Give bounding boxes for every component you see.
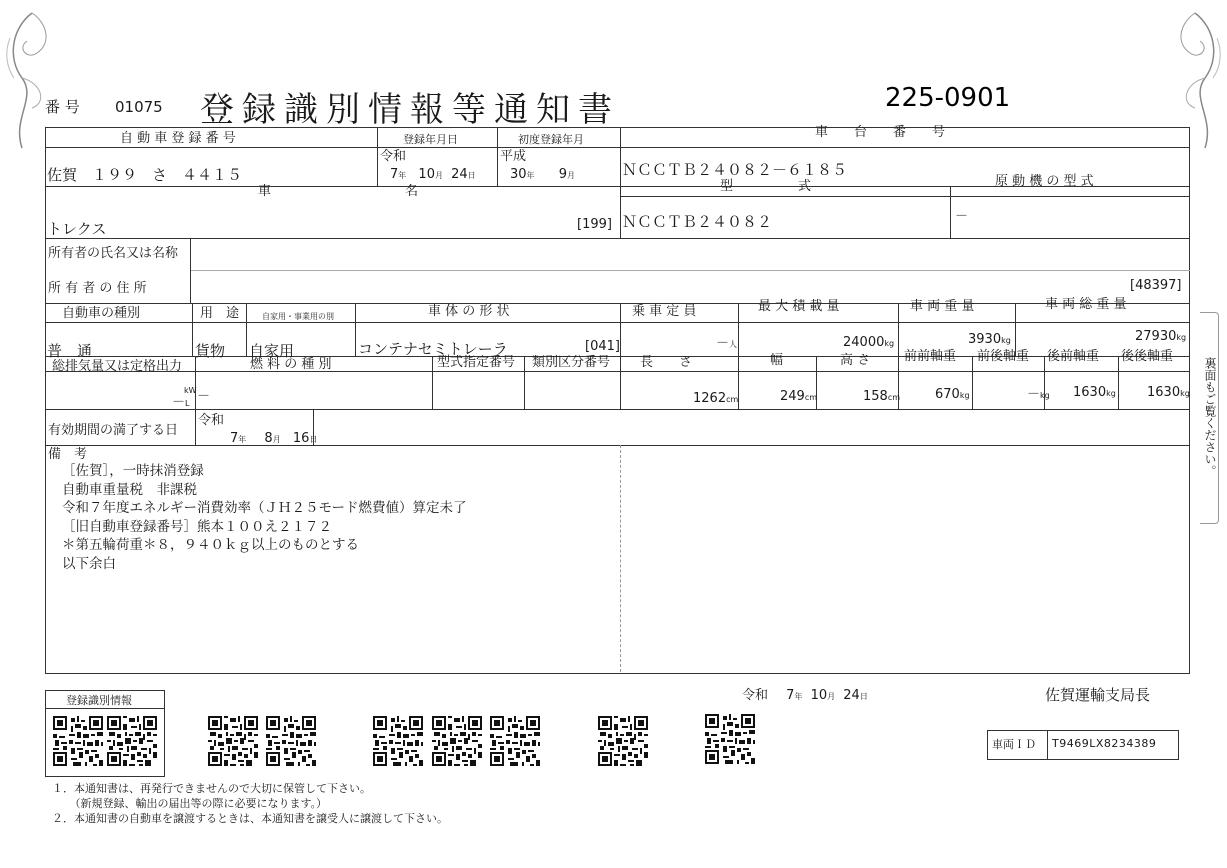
qr-code-icon xyxy=(107,716,157,766)
fuel-header: 燃 料 の 種 別 xyxy=(250,357,332,372)
first-reg-era: 平成 xyxy=(500,149,527,164)
fuel-value: － xyxy=(197,389,211,404)
remark-line: 自動車重量税 非課税 xyxy=(62,481,197,498)
displacement-unit-kw: kW xyxy=(184,386,197,395)
chassis-header: 車 台 番 号 xyxy=(815,125,946,140)
owner-name-label: 所有者の氏名又は名称 xyxy=(48,246,179,261)
qr-code-icon xyxy=(373,716,423,766)
main-table xyxy=(45,127,1190,674)
remarks-list xyxy=(62,462,466,573)
capacity-value: －人 xyxy=(716,336,738,351)
qr-code-icon xyxy=(432,716,482,766)
remark-line: ［旧自動車登録番号］熊本１００え２１７２ xyxy=(62,518,332,535)
use-value: 貨物 xyxy=(195,342,226,360)
qr-code-icon xyxy=(53,716,103,766)
car-name-header-right: 名 xyxy=(405,184,419,199)
remarks-label: 備 考 xyxy=(48,447,88,462)
reg-no-header: 自 動 車 登 録 番 号 xyxy=(120,131,236,146)
rf-axle-header: 後前軸重 xyxy=(1047,349,1100,364)
vehicle-id-label: 車両ＩＤ xyxy=(992,738,1036,751)
remark-line: ［佐賀］，一時抹消登録 xyxy=(62,463,204,479)
width-value: 249cm xyxy=(780,389,818,404)
gross-weight-header: 車 両 総 重 量 xyxy=(1045,297,1127,312)
rr-axle-value: 1630kg xyxy=(1147,385,1190,400)
authority: 佐賀運輸支局長 xyxy=(1045,686,1151,704)
model-header: 型 式 xyxy=(720,179,812,194)
type-designation-header: 型式指定番号 xyxy=(437,355,516,370)
owner-address-label: 所 有 者 の 住 所 xyxy=(48,281,147,296)
vehicle-id-value: T9469LX8234389 xyxy=(1052,737,1157,750)
doc-number-label: 番 号 xyxy=(45,98,80,116)
displacement-header: 総排気量又は定格出力 xyxy=(52,359,183,374)
height-value: 158cm xyxy=(863,389,901,404)
rr-axle-header: 後後軸重 xyxy=(1121,349,1174,364)
reg-date-era: 令和 xyxy=(380,149,407,164)
remark-line: 令和７年度エネルギー消費効率（ＪＨ２５モード燃費値）算定未了 xyxy=(62,500,467,516)
qr-code-icon xyxy=(266,716,316,766)
id-info-label: 登録識別情報 xyxy=(66,694,132,707)
car-name-header-left: 車 xyxy=(258,184,272,199)
max-load-header: 最 大 積 載 量 xyxy=(758,299,840,314)
vehicle-weight-header: 車 両 重 量 xyxy=(910,299,975,314)
width-header: 幅 xyxy=(770,353,784,368)
engine-model-header: 原 動 機 の 型 式 xyxy=(995,174,1094,189)
reg-date-value: 7年 10月 24日 xyxy=(390,167,476,182)
reg-no-value: 佐賀 １９９ さ ４４１５ xyxy=(47,166,243,184)
fr-axle-value: －kg xyxy=(1027,387,1050,402)
doc-number: 01075 xyxy=(115,98,163,116)
qr-code-icon xyxy=(208,716,258,766)
first-reg-header: 初度登録年月 xyxy=(518,133,584,146)
remark-line: 以下余白 xyxy=(62,555,116,572)
first-reg-value: 30年 9月 xyxy=(510,167,575,182)
chassis-value: ＮＣＣＴＢ２４０８２－６１８５ xyxy=(622,161,848,179)
private-business-value: 自家用 xyxy=(249,342,295,360)
height-header: 高 さ xyxy=(840,353,871,368)
stamp-number: 225-0901 xyxy=(885,83,1011,113)
remark-line: ＊第五輪荷重＊８，９４０ｋｇ以上のものとする xyxy=(62,537,359,553)
qr-code-icon xyxy=(598,716,648,766)
footer-note: （新規登録、輸出の届出等の際に必要になります。） xyxy=(64,797,328,810)
fr-axle-header: 前後軸重 xyxy=(977,349,1030,364)
reg-date-header: 登録年月日 xyxy=(403,133,458,146)
private-business-header: 自家用・事業用の別 xyxy=(262,312,334,321)
max-load-value: 24000kg xyxy=(843,335,895,350)
expiry-value: 7年 8月 16日 xyxy=(230,431,318,446)
qr-code-icon xyxy=(490,716,540,766)
capacity-header: 乗 車 定 員 xyxy=(632,304,697,319)
car-name-value: トレクス xyxy=(47,220,107,238)
issue-date: 令和 7年 10月 24日 xyxy=(742,688,868,703)
vehicle-type-value: 普 通 xyxy=(47,342,93,360)
length-header: 長 さ xyxy=(640,355,693,370)
rf-axle-value: 1630kg xyxy=(1073,385,1116,400)
category-header: 類別区分番号 xyxy=(532,355,611,370)
qr-code-icon xyxy=(705,714,755,764)
expiry-era: 令和 xyxy=(198,413,225,428)
side-note: 裏面もご覧ください。 xyxy=(1203,357,1217,477)
body-shape-value: コンテナセミトレーラ xyxy=(358,340,508,358)
ff-axle-header: 前前軸重 xyxy=(904,349,957,364)
body-shape-header: 車 体 の 形 状 xyxy=(428,304,510,319)
gross-weight-value: 27930kg xyxy=(1135,329,1187,344)
body-shape-code: [041] xyxy=(585,339,620,354)
owner-code: [48397] xyxy=(1130,278,1182,293)
car-name-code: [199] xyxy=(577,217,612,232)
vehicle-type-header: 自動車の種別 xyxy=(62,306,141,321)
use-header: 用 途 xyxy=(200,306,240,321)
displacement-value: －L xyxy=(172,395,190,410)
ff-axle-value: 670kg xyxy=(935,387,970,402)
footer-note: １．本通知書は、再発行できませんので大切に保管して下さい。 xyxy=(52,782,371,795)
engine-model-value: － xyxy=(955,209,969,224)
footer-notes xyxy=(52,781,448,826)
model-value: ＮＣＣＴＢ２４０８２ xyxy=(622,213,773,231)
document-title: 登録識別情報等通知書 xyxy=(200,90,620,130)
footer-note: ２．本通知書の自動車を譲渡するときは、本通知書を譲受人に譲渡して下さい。 xyxy=(52,812,448,825)
length-value: 1262cm xyxy=(693,391,739,406)
expiry-header: 有効期間の満了する日 xyxy=(48,423,179,438)
vehicle-weight-value: 3930kg xyxy=(968,332,1011,347)
